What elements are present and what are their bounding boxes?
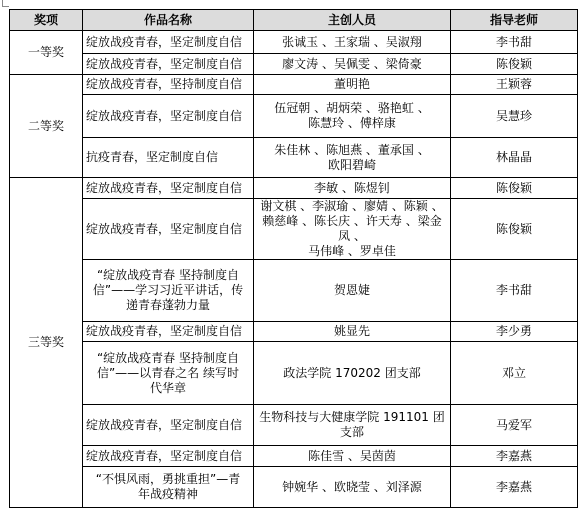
members-cell: 政法学院 170202 团支部 [254,342,451,405]
advisor-cell: 王颖蓉 [451,75,578,95]
page-corner-mark [2,0,9,7]
members-cell: 生物科技与大健康学院 191101 团 支部 [254,405,451,446]
advisor-cell: 陈俊颖 [451,178,578,199]
award-level-cell: 三等奖 [10,178,83,508]
advisor-cell: 吴慧珍 [451,95,578,138]
advisor-cell: 邓立 [451,342,578,405]
table-row [10,342,578,405]
table-row [10,75,578,95]
advisor-cell: 李书甜 [451,260,578,322]
work-title-cell: 绽放战疫青春，坚定制度自信 [83,199,254,260]
header-members: 主创人员 [254,10,451,31]
header-work-title: 作品名称 [83,10,254,31]
advisor-cell: 马爱军 [451,405,578,446]
table-row [10,31,578,54]
members-cell: 陈佳雪 、吴茵茵 [254,446,451,467]
table-row [10,322,578,342]
advisor-cell: 李嘉燕 [451,446,578,467]
work-title-cell: “绽放战疫青春 坚持制度自 信”——以青春之名 续写时 代华章 [83,342,254,405]
members-cell: 谢文棋 、李淑瑜 、廖婧 、陈颖 、 赖慈峰 、陈长庆 、许天寿 、梁金凤 、 马伟峰 、罗卓佳 [254,199,451,260]
table-row [10,199,578,260]
work-title-cell: 绽放战疫青春，坚定制度自信 [83,405,254,446]
advisor-cell: 陈俊颖 [451,54,578,75]
advisor-cell: 陈俊颖 [451,199,578,260]
members-cell: 李敏 、陈煜钊 [254,178,451,199]
table-body [10,31,578,508]
work-title-cell: 绽放战疫青春，坚定制度自信 [83,446,254,467]
work-title-cell: 绽放战疫青春，坚定制度自信 [83,95,254,138]
table-row [10,260,578,322]
members-cell: 董明艳 [254,75,451,95]
table-row [10,446,578,467]
awards-table [9,9,578,508]
table-row [10,405,578,446]
table-row [10,138,578,178]
members-cell: 贺恩婕 [254,260,451,322]
table-row [10,54,578,75]
work-title-cell: 绽放战疫青春，坚定制度自信 [83,178,254,199]
members-cell: 伍冠朝 、胡炳荣 、骆艳虹 、 陈慧玲 、傅梓康 [254,95,451,138]
table-row [10,467,578,508]
members-cell: 廖文涛 、吴佩雯 、梁倚豪 [254,54,451,75]
work-title-cell: 绽放战疫青春，坚定制度自信 [83,322,254,342]
work-title-cell: 绽放战疫青春，坚定制度自信 [83,31,254,54]
advisor-cell: 林晶晶 [451,138,578,178]
award-level-cell: 二等奖 [10,75,83,178]
work-title-cell: 抗疫青春，坚定制度自信 [83,138,254,178]
table-header-row [10,10,578,31]
table-row [10,178,578,199]
work-title-cell: 绽放战疫青春，坚定制度自信 [83,54,254,75]
advisor-cell: 李少勇 [451,322,578,342]
header-award: 奖项 [10,10,83,31]
award-level-cell: 一等奖 [10,31,83,75]
table-row [10,95,578,138]
work-title-cell: 绽放战疫青春，坚持制度自信 [83,75,254,95]
advisor-cell: 李书甜 [451,31,578,54]
members-cell: 张诚玉 、王家瑞 、吴淑翔 [254,31,451,54]
work-title-cell: “不惧风雨，勇挑重担”—青 年战疫精神 [83,467,254,508]
members-cell: 钟婉华 、欧晓莹 、刘泽源 [254,467,451,508]
members-cell: 姚显先 [254,322,451,342]
work-title-cell: “绽放战疫青春 坚持制度自 信”——学习习近平讲话，传 递青春蓬勃力量 [83,260,254,322]
members-cell: 朱佳林 、陈旭燕 、董承国 、 欧阳碧崎 [254,138,451,178]
advisor-cell: 李嘉燕 [451,467,578,508]
header-advisor: 指导老师 [451,10,578,31]
